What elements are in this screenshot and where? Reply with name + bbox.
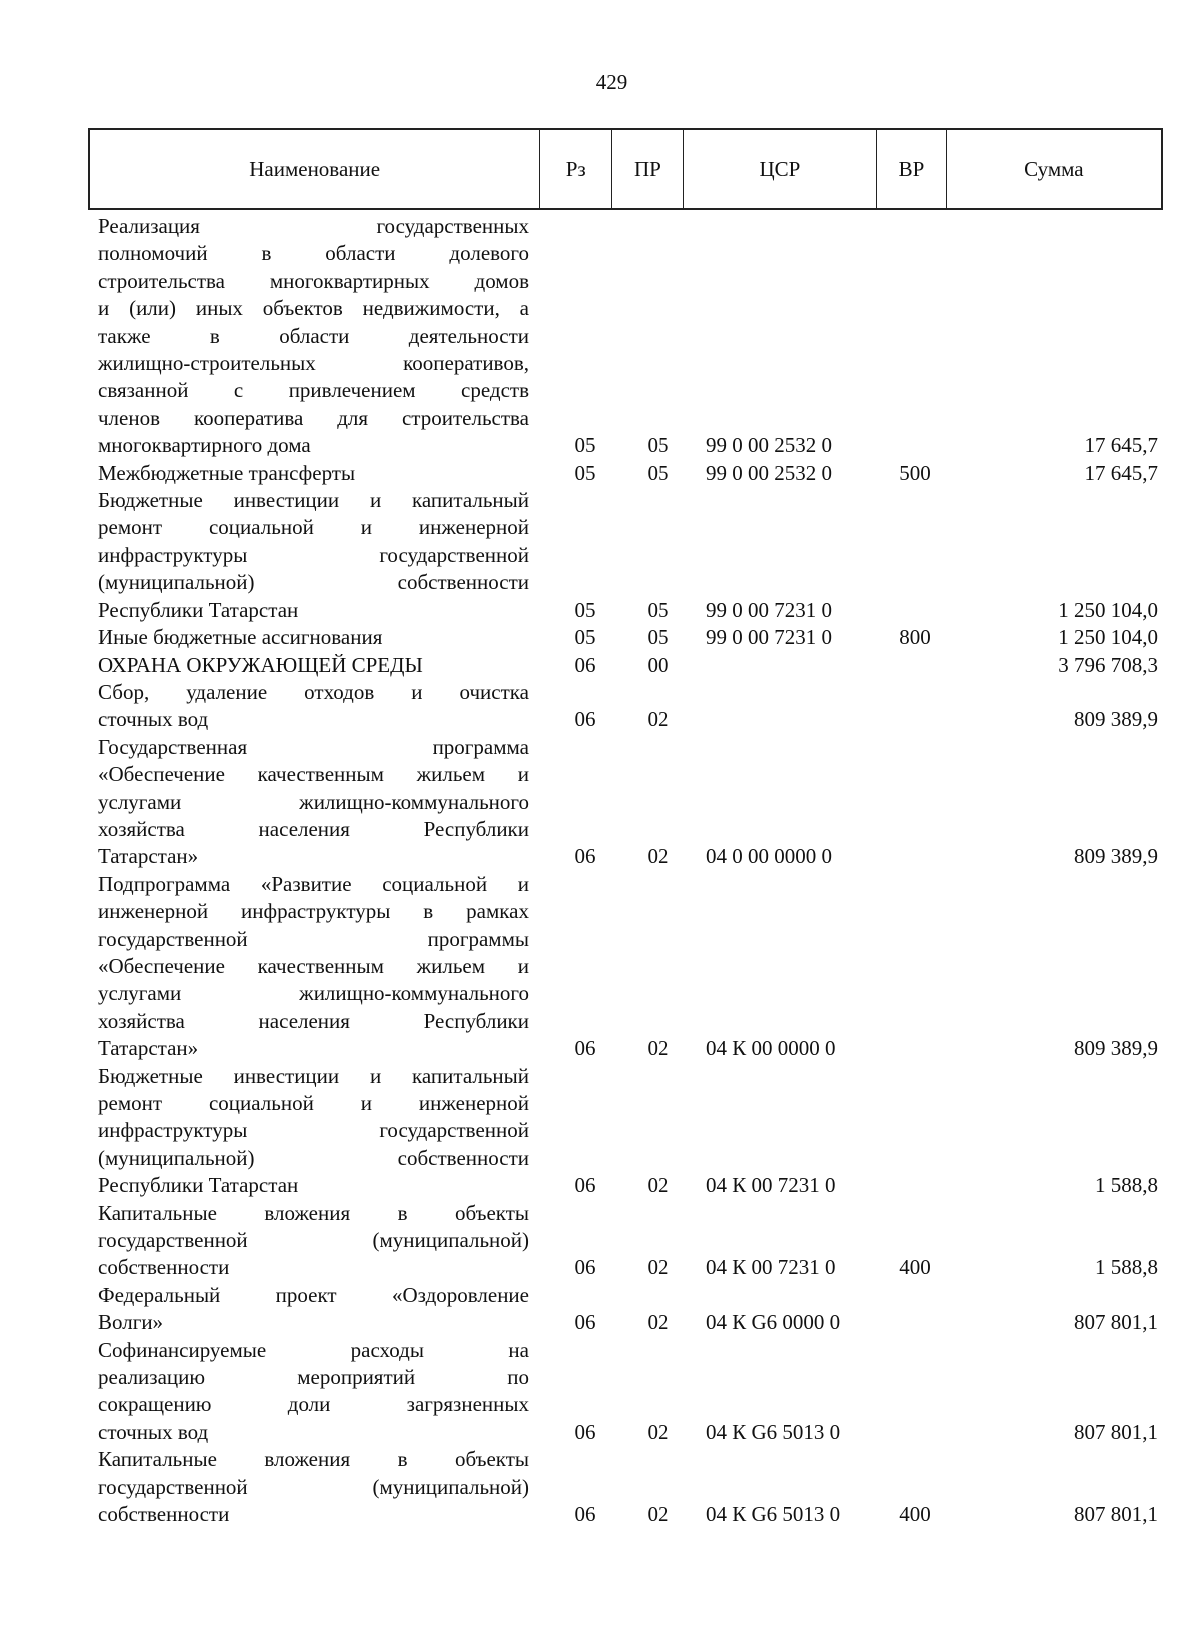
row-name-line: Капитальные вложения в объекты bbox=[98, 1200, 529, 1225]
row-name-line: государственной (муниципальной) bbox=[98, 1228, 529, 1253]
row-pr: 02 bbox=[647, 1419, 669, 1444]
table-row bbox=[98, 213, 1158, 460]
row-name-line: Федеральный проект «Оздоровление bbox=[98, 1282, 529, 1307]
row-rz: 06 bbox=[574, 1419, 596, 1444]
row-name-line: инфраструктуры государственной bbox=[98, 1118, 529, 1143]
row-name-line: (муниципальной) собственности bbox=[98, 570, 529, 595]
row-sum: 807 801,1 bbox=[1074, 1310, 1158, 1335]
row-rz: 06 bbox=[574, 1173, 596, 1198]
row-pr: 05 bbox=[647, 460, 669, 485]
row-name-line: инженерной инфраструктуры в рамках bbox=[98, 899, 529, 924]
row-rz: 05 bbox=[574, 597, 596, 622]
row-csr: 04 К G6 0000 0 bbox=[706, 1310, 841, 1335]
row-name-line: Капитальные вложения в объекты bbox=[98, 1447, 529, 1472]
row-sum: 17 645,7 bbox=[1084, 460, 1158, 485]
row-name-line: полномочий в области долевого bbox=[98, 241, 529, 266]
row-name-line: связанной с привлечением средств bbox=[98, 378, 529, 403]
row-name-line: государственной (муниципальной) bbox=[98, 1474, 529, 1499]
row-name-line: собственности bbox=[98, 1255, 230, 1280]
row-rz: 06 bbox=[574, 1036, 596, 1061]
row-csr: 04 К 00 7231 0 bbox=[706, 1255, 836, 1280]
row-name-line: Бюджетные инвестиции и капитальный bbox=[98, 488, 529, 513]
row-pr: 02 bbox=[647, 1310, 669, 1335]
row-name-line: жилищно-строительных кооперативов, bbox=[98, 351, 529, 376]
row-sum: 1 588,8 bbox=[1095, 1255, 1158, 1280]
row-name-line: сточных вод bbox=[98, 1419, 209, 1444]
row-name-line: Государственная программа bbox=[98, 734, 529, 759]
table-row bbox=[98, 734, 1158, 871]
table-row bbox=[98, 460, 1158, 487]
row-rz: 05 bbox=[574, 625, 596, 650]
row-sum: 807 801,1 bbox=[1074, 1419, 1158, 1444]
row-name-line: ОХРАНА ОКРУЖАЮЩЕЙ СРЕДЫ bbox=[98, 652, 423, 677]
header-vr: ВР bbox=[877, 130, 947, 208]
table-row bbox=[98, 871, 1158, 1063]
row-csr: 99 0 00 7231 0 bbox=[706, 597, 832, 622]
row-name-line: хозяйства населения Республики bbox=[98, 816, 529, 841]
row-csr: 04 К 00 7231 0 bbox=[706, 1173, 836, 1198]
row-name-line: (муниципальной) собственности bbox=[98, 1145, 529, 1170]
row-sum: 1 250 104,0 bbox=[1058, 597, 1158, 622]
row-csr: 99 0 00 2532 0 bbox=[706, 460, 832, 485]
row-rz: 06 bbox=[574, 1255, 596, 1280]
row-name-line: инфраструктуры государственной bbox=[98, 542, 529, 567]
row-rz: 06 bbox=[574, 1310, 596, 1335]
row-name-line: Волги» bbox=[98, 1310, 164, 1335]
row-name-line: государственной программы bbox=[98, 926, 529, 951]
row-csr: 99 0 00 7231 0 bbox=[706, 625, 832, 650]
row-sum: 17 645,7 bbox=[1084, 433, 1158, 458]
row-vr: 500 bbox=[899, 460, 931, 485]
row-csr: 04 0 00 0000 0 bbox=[706, 844, 832, 869]
row-name-line: «Обеспечение качественным жильем и bbox=[98, 953, 529, 978]
row-sum: 807 801,1 bbox=[1074, 1502, 1158, 1527]
row-pr: 05 bbox=[647, 597, 669, 622]
row-pr: 02 bbox=[647, 1502, 669, 1527]
row-name-line: ремонт социальной и инженерной bbox=[98, 1091, 529, 1115]
table-body bbox=[98, 213, 1158, 1529]
row-name-line: Реализация государственных bbox=[98, 214, 529, 238]
row-name-line: Иные бюджетные ассигнования bbox=[98, 625, 383, 650]
row-name-line: Республики Татарстан bbox=[98, 1173, 299, 1198]
row-pr: 02 bbox=[647, 1036, 669, 1061]
row-sum: 3 796 708,3 bbox=[1058, 652, 1158, 677]
row-pr: 05 bbox=[647, 433, 669, 458]
row-name-line: и (или) иных объектов недвижимости, а bbox=[98, 296, 529, 321]
header-csr: ЦСР bbox=[684, 130, 877, 208]
row-rz: 05 bbox=[574, 460, 596, 485]
row-csr: 99 0 00 2532 0 bbox=[706, 433, 832, 458]
row-name-line: Подпрограмма «Развитие социальной и bbox=[98, 871, 529, 896]
row-pr: 05 bbox=[647, 625, 669, 650]
row-name-line: собственности bbox=[98, 1502, 230, 1527]
row-rz: 06 bbox=[574, 1502, 596, 1527]
row-rz: 05 bbox=[574, 433, 596, 458]
row-pr: 02 bbox=[647, 1255, 669, 1280]
row-sum: 1 588,8 bbox=[1095, 1173, 1158, 1198]
table-row bbox=[98, 487, 1158, 624]
table-row bbox=[98, 679, 1158, 734]
table-row bbox=[98, 624, 1158, 651]
row-name-line: также в области деятельности bbox=[98, 323, 529, 348]
row-sum: 809 389,9 bbox=[1074, 707, 1158, 732]
header-rz: Рз bbox=[540, 130, 612, 208]
row-sum: 1 250 104,0 bbox=[1058, 625, 1158, 650]
row-name-line: строительства многоквартирных домов bbox=[98, 268, 529, 293]
row-pr: 02 bbox=[647, 844, 669, 869]
row-name-line: сокращению доли загрязненных bbox=[98, 1392, 529, 1417]
row-name bbox=[98, 213, 529, 460]
row-vr: 800 bbox=[899, 625, 931, 650]
row-vr: 400 bbox=[899, 1255, 931, 1280]
row-name-line: Бюджетные инвестиции и капитальный bbox=[98, 1063, 529, 1088]
row-vr: 400 bbox=[899, 1502, 931, 1527]
header-pr: ПР bbox=[612, 130, 684, 208]
row-rz: 06 bbox=[574, 844, 596, 869]
row-name-line: Софинансируемые расходы на bbox=[98, 1337, 529, 1362]
row-name-line: услугами жилищно-коммунального bbox=[98, 981, 529, 1006]
row-rz: 06 bbox=[574, 652, 596, 677]
row-name-line: Межбюджетные трансферты bbox=[98, 460, 356, 485]
row-name-line: Республики Татарстан bbox=[98, 597, 299, 622]
row-pr: 02 bbox=[647, 1173, 669, 1198]
table-row bbox=[98, 1063, 1158, 1200]
row-name-line: ремонт социальной и инженерной bbox=[98, 515, 529, 540]
row-name bbox=[98, 871, 529, 1063]
row-name-line: сточных вод bbox=[98, 707, 209, 732]
row-rz: 06 bbox=[574, 707, 596, 732]
row-name-line: членов кооператива для строительства bbox=[98, 405, 529, 430]
row-sum: 809 389,9 bbox=[1074, 1036, 1158, 1061]
header-sum: Сумма bbox=[1024, 156, 1084, 181]
row-name-line: хозяйства населения Республики bbox=[98, 1008, 529, 1033]
row-pr: 02 bbox=[647, 707, 669, 732]
table-row bbox=[98, 1282, 1158, 1337]
table-row bbox=[98, 652, 1158, 679]
row-csr: 04 К G6 5013 0 bbox=[706, 1502, 841, 1527]
row-name-line: Сбор, удаление отходов и очистка bbox=[98, 679, 529, 704]
table-row bbox=[98, 1200, 1158, 1282]
row-name-line: Татарстан» bbox=[98, 844, 199, 869]
row-name-line: реализацию мероприятий по bbox=[98, 1365, 529, 1390]
row-name-line: услугами жилищно-коммунального bbox=[98, 789, 529, 814]
row-name-line: «Обеспечение качественным жильем и bbox=[98, 762, 529, 787]
row-csr: 04 К 00 0000 0 bbox=[706, 1036, 836, 1061]
row-name-line: Татарстан» bbox=[98, 1036, 199, 1061]
page-number: 429 bbox=[595, 70, 628, 94]
row-sum: 809 389,9 bbox=[1074, 844, 1158, 869]
row-pr: 00 bbox=[647, 652, 669, 677]
table-row bbox=[98, 1337, 1158, 1447]
row-csr: 04 К G6 5013 0 bbox=[706, 1419, 841, 1444]
row-name-line: многоквартирного дома bbox=[98, 433, 311, 458]
header-name: Наименование bbox=[90, 130, 540, 208]
table-header bbox=[88, 128, 1163, 210]
table-row bbox=[98, 1446, 1158, 1528]
